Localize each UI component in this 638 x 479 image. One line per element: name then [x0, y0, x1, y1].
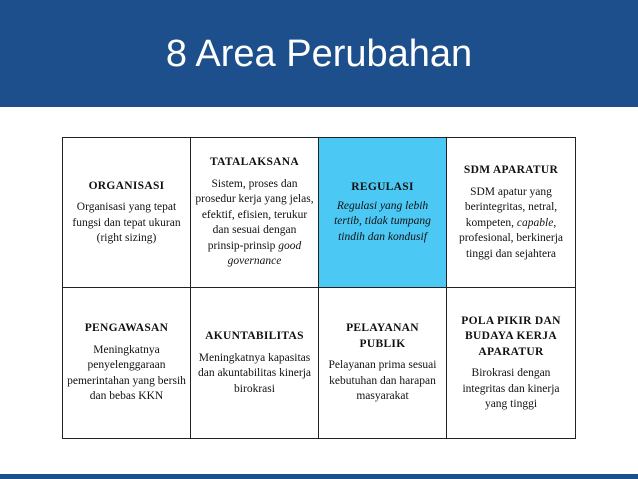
slide-title: 8 Area Perubahan [165, 33, 473, 75]
change-areas-table [62, 137, 576, 439]
cell-pola-pikir [447, 288, 575, 438]
cell-heading: PENGAWASAN [84, 322, 169, 335]
cell-description-tail: , profesional, berkinerja tinggi dan sejahtera [458, 216, 564, 260]
cell-heading: TATALAKSANA [210, 156, 299, 169]
bottom-accent-bar [0, 474, 638, 479]
cell-heading: AKUNTABILITAS [205, 330, 304, 342]
cell-heading: SDM APARATUR [463, 164, 559, 176]
cell-description: Birokrasi dengan integritas dan kinerja yang tinggi [462, 367, 560, 410]
cell-description-emphasis: good governance [227, 239, 302, 268]
cell-description [450, 185, 572, 263]
cell-akuntabilitas [191, 288, 319, 438]
cell-regulasi [319, 138, 447, 288]
cell-pengawasan [63, 288, 191, 438]
cell-description: Meningkatnya penyelenggaraan pemerintahan yang bersih dan bebas KKN [67, 343, 186, 403]
cell-description: Organisasi yang tepat fungsi dan tepat ukuran (right sizing) [72, 201, 181, 244]
cell-sdm-aparatur [447, 138, 575, 288]
cell-heading: ORGANISASI [88, 179, 165, 192]
cell-description-emphasis: capable [516, 216, 554, 229]
cell-description [194, 177, 315, 270]
cell-description: Pelayanan prima sesuai kebutuhan dan harapan masyarakat [328, 359, 437, 403]
cell-heading: POLA PIKIR DAN BUDAYA KERJA APARATUR [461, 314, 561, 358]
cell-description-text: SDM apatur yang berintegritas, netral, kompeten, [464, 185, 558, 229]
cell-organisasi [63, 138, 191, 288]
cell-heading: PELAYANAN PUBLIK [346, 322, 419, 350]
cell-description-text: Sistem, proses dan prosedur kerja yang jelas, efektif, efisien, terukur dan sesuai dengan prinsip-prinsip [195, 177, 314, 252]
cell-heading: REGULASI [351, 181, 414, 193]
cell-tatalaksana [191, 138, 319, 288]
cell-description: Regulasi yang lebih tertib, tidak tumpang tindih dan kondusif [334, 199, 431, 243]
cell-pelayanan-publik [319, 288, 447, 438]
cell-description: Meningkatnya kapasitas dan akuntabilitas kinerja birokrasi [197, 351, 312, 395]
